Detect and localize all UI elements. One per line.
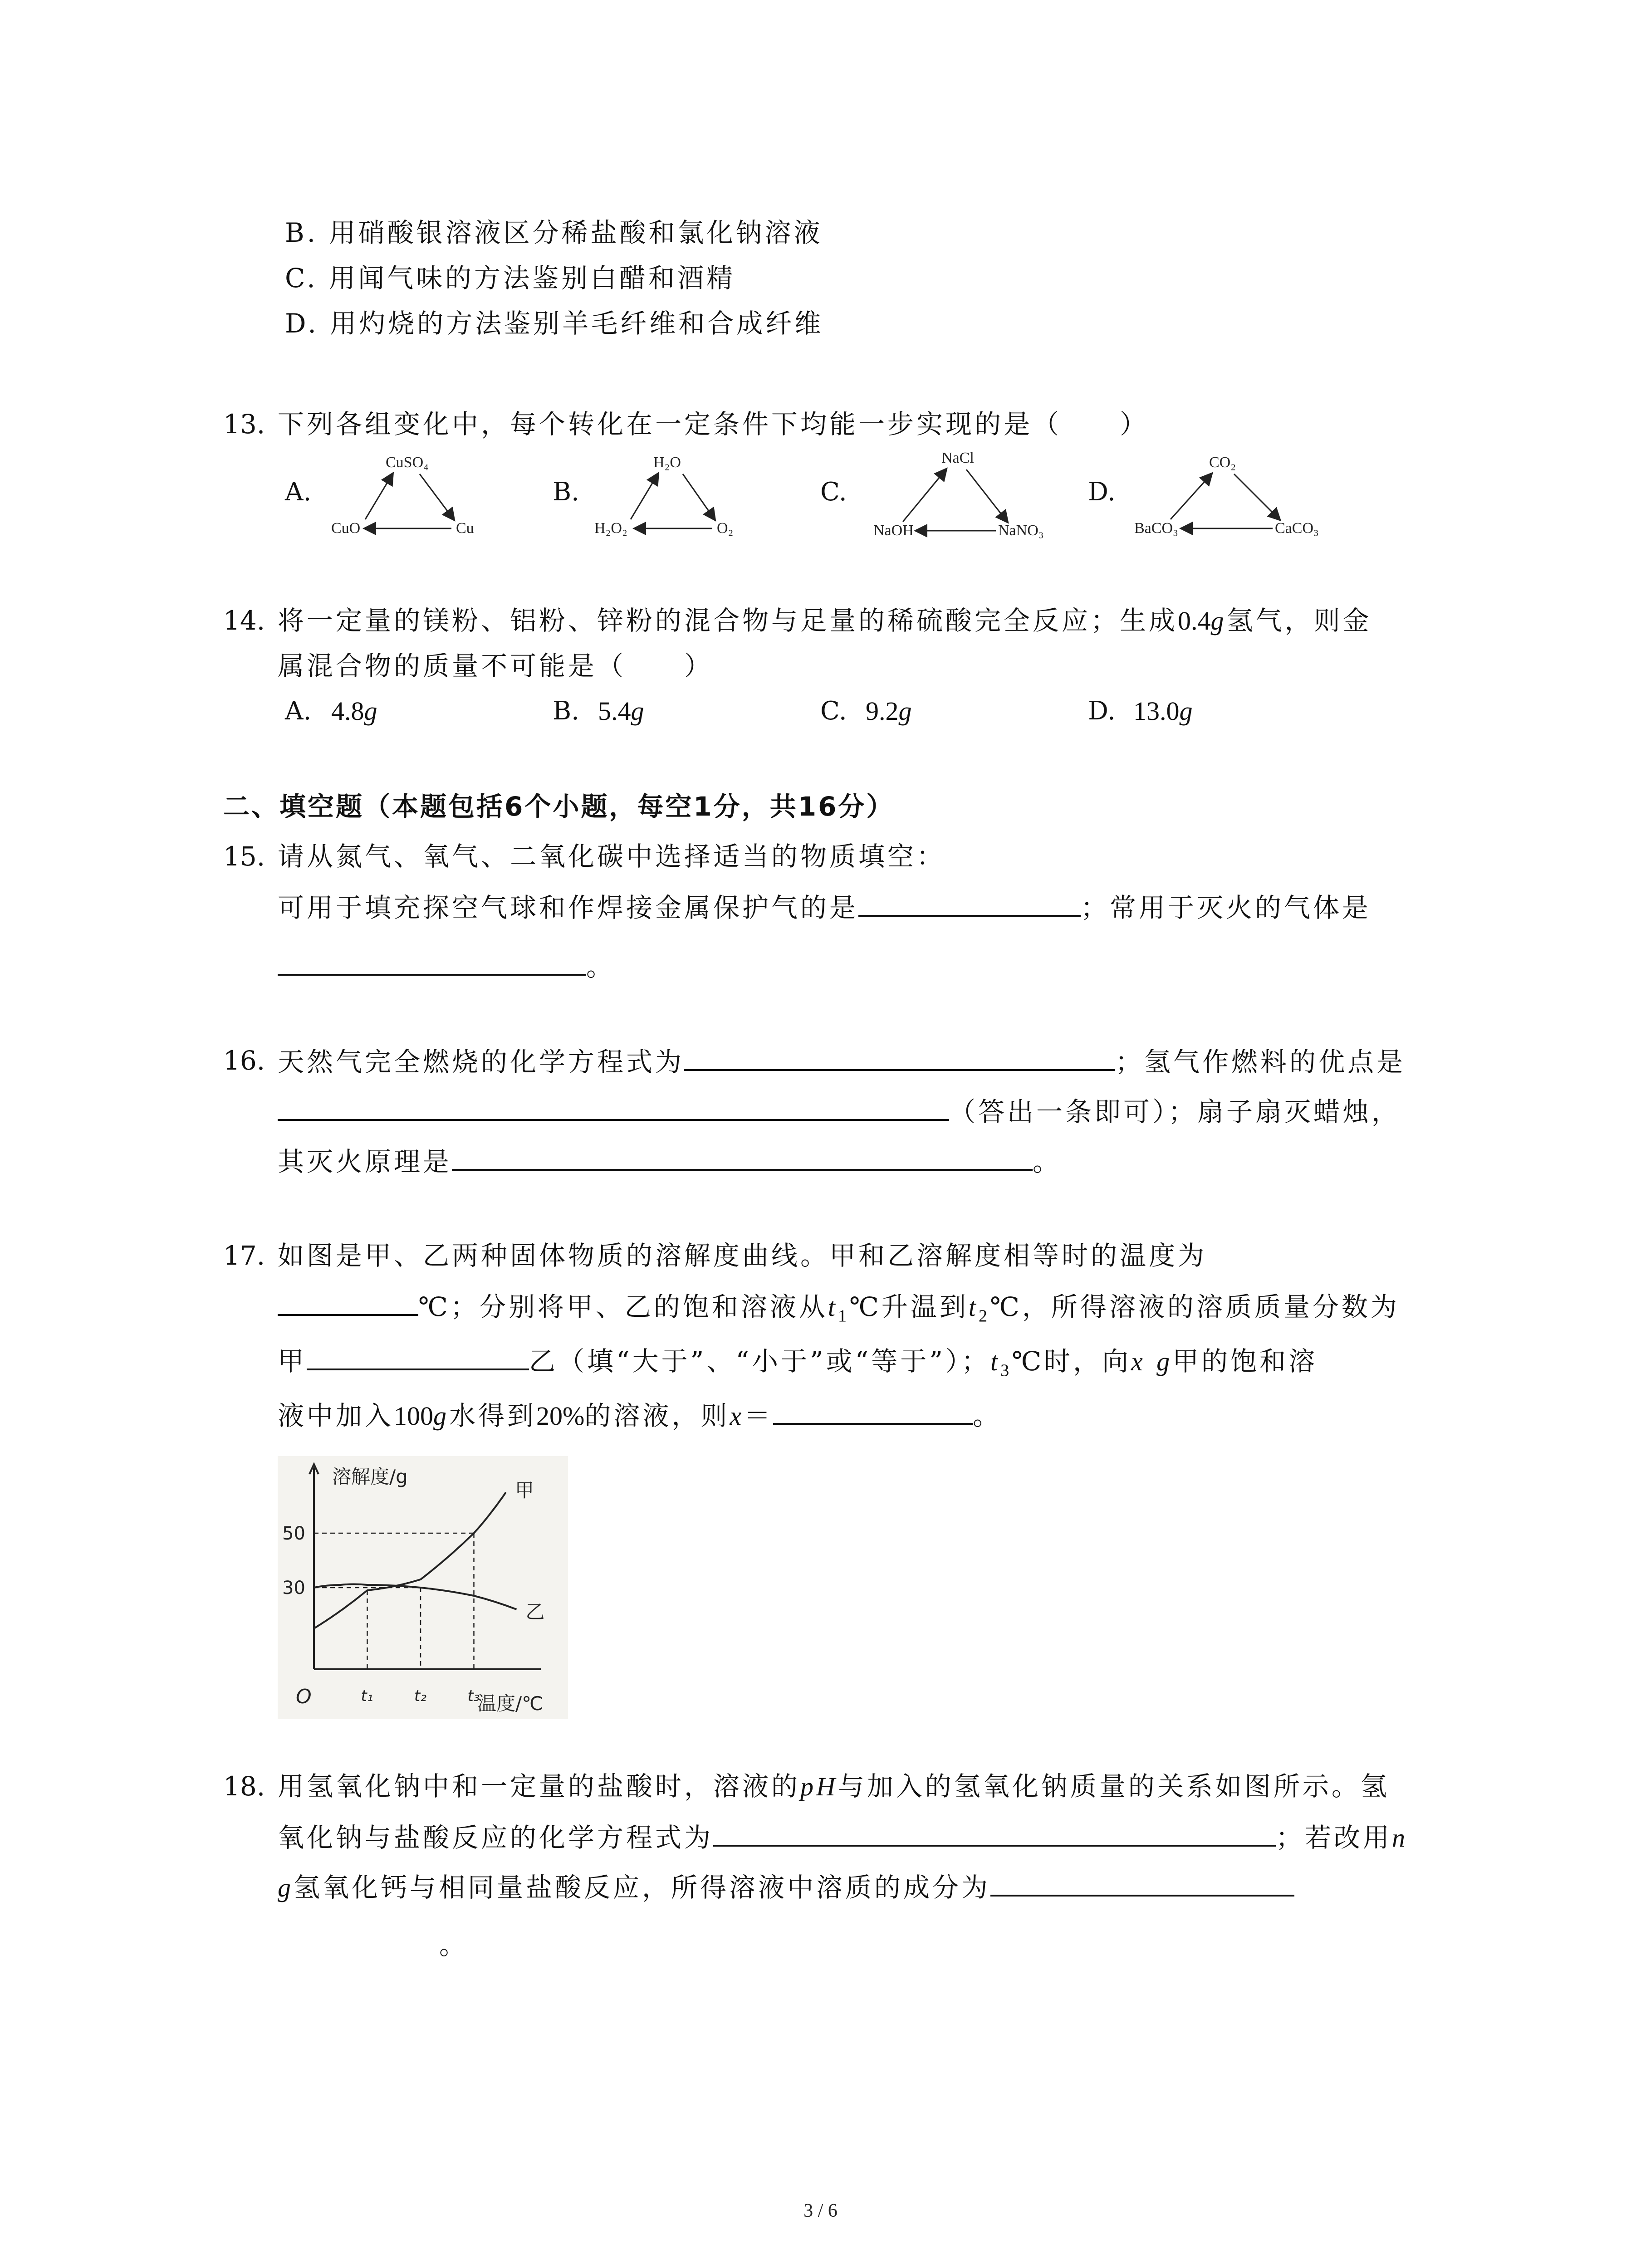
q13-d-top: CO₂ xyxy=(1209,454,1236,471)
series-label: 乙 xyxy=(525,1601,545,1623)
q14-option-a-value: 4.8g xyxy=(331,696,377,726)
q12-option-b: B. 用硝酸银溶液区分稀盐酸和氯化钠溶液 xyxy=(285,217,823,248)
x-tick-label: t₁ xyxy=(361,1687,373,1705)
q14-option-d-value: 13.0g xyxy=(1133,696,1193,726)
q13-diagram-a xyxy=(327,454,490,544)
q17-blank-1[interactable] xyxy=(278,1290,418,1316)
x-tick-label: t₂ xyxy=(414,1687,426,1705)
q16-blank-3[interactable] xyxy=(452,1144,1033,1171)
q13-b-top: H₂O xyxy=(653,454,681,471)
q16-line1: 天然气完全燃烧的化学方程式为 ；氢气作燃料的优点是 xyxy=(278,1045,1406,1078)
q13-a-left: CuO xyxy=(331,520,361,537)
q15-line2: 可用于填充探空气球和作焊接金属保护气的是 ；常用于灭火的气体是 xyxy=(278,890,1371,924)
q14-number: 14. xyxy=(223,605,265,636)
section-2-heading: 二、填空题（本题包括6个小题，每空1分，共16分） xyxy=(223,791,895,822)
q17-line1: 如图是甲、乙两种固体物质的溶解度曲线。甲和乙溶解度相等时的温度为 xyxy=(278,1240,1207,1271)
solubility-chart xyxy=(278,1456,568,1719)
q13-b-right: O₂ xyxy=(717,520,734,537)
q18-blank-2[interactable] xyxy=(990,1870,1294,1897)
q13-option-c-label: C. xyxy=(820,477,847,507)
q14-stem-line1 xyxy=(278,605,1372,637)
q18-blank-1[interactable] xyxy=(713,1820,1276,1847)
q17-blank-2[interactable] xyxy=(307,1344,529,1370)
q13-a-right: Cu xyxy=(456,520,474,537)
q13-diagram-c xyxy=(857,449,1066,544)
q13-a-top: CuSO₄ xyxy=(386,454,429,471)
q16-number: 16. xyxy=(223,1045,265,1076)
q17-line3: 甲 乙（填“大于”、“小于”或“等于”）；$t_3℃$时，向x g甲的饱和溶 xyxy=(278,1344,1318,1387)
q17-number: 17. xyxy=(223,1240,265,1271)
q13-option-b-label: B. xyxy=(553,477,579,507)
q18-line1: 用氢氧化钠中和一定量的盐酸时，溶液的pH与加入的氢氧化钠质量的关系如图所示。氢 xyxy=(278,1771,1390,1802)
q14-stem-b: 氢气，则金 xyxy=(1226,605,1372,636)
q14-stem-line2: 属混合物的质量不可能是（ ） xyxy=(278,650,714,681)
q13-b-left: H₂O₂ xyxy=(594,520,627,537)
q14-option-c-value: 9.2g xyxy=(866,696,912,726)
q17-line4: 液中加入100g水得到20%的溶液，则x＝ 。 xyxy=(278,1398,1002,1432)
q15-blank-2[interactable] xyxy=(278,949,586,976)
q14-option-a-label: A. xyxy=(285,696,312,726)
q13-d-left: BaCO₃ xyxy=(1134,520,1178,537)
origin-label: O xyxy=(296,1685,312,1708)
q16-blank-2[interactable] xyxy=(278,1095,949,1121)
q13-stem: 下列各组变化中，每个转化在一定条件下均能一步实现的是（ ） xyxy=(278,409,1149,440)
q16-blank-1[interactable] xyxy=(684,1045,1115,1071)
q14-option-c-label: C. xyxy=(820,696,847,726)
q13-c-top: NaCl xyxy=(941,450,974,466)
q13-option-d-label: D. xyxy=(1088,477,1116,507)
solubility-chart-svg xyxy=(278,1456,568,1719)
q14-stem-val: 0.4 xyxy=(1178,606,1211,635)
q15-line3: 。 xyxy=(278,949,615,982)
q18-number: 18. xyxy=(223,1771,265,1802)
page-number: 3 / 6 xyxy=(803,2200,838,2221)
q13-c-left: NaOH xyxy=(873,522,914,539)
q13-option-a-label: A. xyxy=(285,477,312,507)
q13-diagram-b xyxy=(590,454,753,544)
series-label: 甲 xyxy=(515,1479,534,1501)
q14-option-b-label: B. xyxy=(553,696,579,726)
q18-line2: 氧化钠与盐酸反应的化学方程式为 ；若改用n xyxy=(278,1820,1408,1854)
q14-stem-a: 将一定量的镁粉、铝粉、锌粉的混合物与足量的稀硫酸完全反应；生成 xyxy=(278,605,1178,636)
q13-number: 13. xyxy=(223,409,265,440)
q15-line1: 请从氮气、氧气、二氧化碳中选择适当的物质填空： xyxy=(278,841,946,872)
q13-diagram-d xyxy=(1125,454,1334,544)
q16-line3: 其灭火原理是 。 xyxy=(278,1144,1062,1178)
q17-line2: ℃；分别将甲、乙的饱和溶液从$t_1℃$升温到$t_2℃$，所得溶液的溶质质量分数为 xyxy=(278,1290,1400,1332)
q12-option-c: C. 用闻气味的方法鉴别白醋和酒精 xyxy=(285,263,736,293)
series-curve-yi xyxy=(314,1584,517,1610)
x-axis-label: 温度/℃ xyxy=(477,1692,544,1715)
q14-stem-unit: g xyxy=(1210,606,1227,635)
series-curve-jia xyxy=(314,1492,506,1628)
q16-line2: （答出一条即可）；扇子扇灭蜡烛， xyxy=(278,1095,1401,1128)
x-tick-label: t₃ xyxy=(467,1687,480,1705)
y-tick-label: 30 xyxy=(282,1578,305,1598)
q14-option-b-value: 5.4g xyxy=(598,696,644,726)
q13-c-right: NaNO₃ xyxy=(998,522,1044,539)
q15-number: 15. xyxy=(223,841,265,872)
q12-option-d: D. 用灼烧的方法鉴别羊毛纤维和合成纤维 xyxy=(285,308,824,339)
y-axis-label: 溶解度/g xyxy=(332,1466,408,1488)
q13-d-right: CaCO₃ xyxy=(1275,520,1319,537)
q14-option-d-label: D. xyxy=(1088,696,1116,726)
q17-blank-3[interactable] xyxy=(773,1398,973,1425)
q18-line4: 。 xyxy=(439,1930,469,1960)
y-tick-label: 50 xyxy=(282,1523,305,1544)
q15-blank-1[interactable] xyxy=(858,890,1081,917)
q18-line3: g氢氧化钙与相同量盐酸反应，所得溶液中溶质的成分为 xyxy=(278,1870,1294,1904)
